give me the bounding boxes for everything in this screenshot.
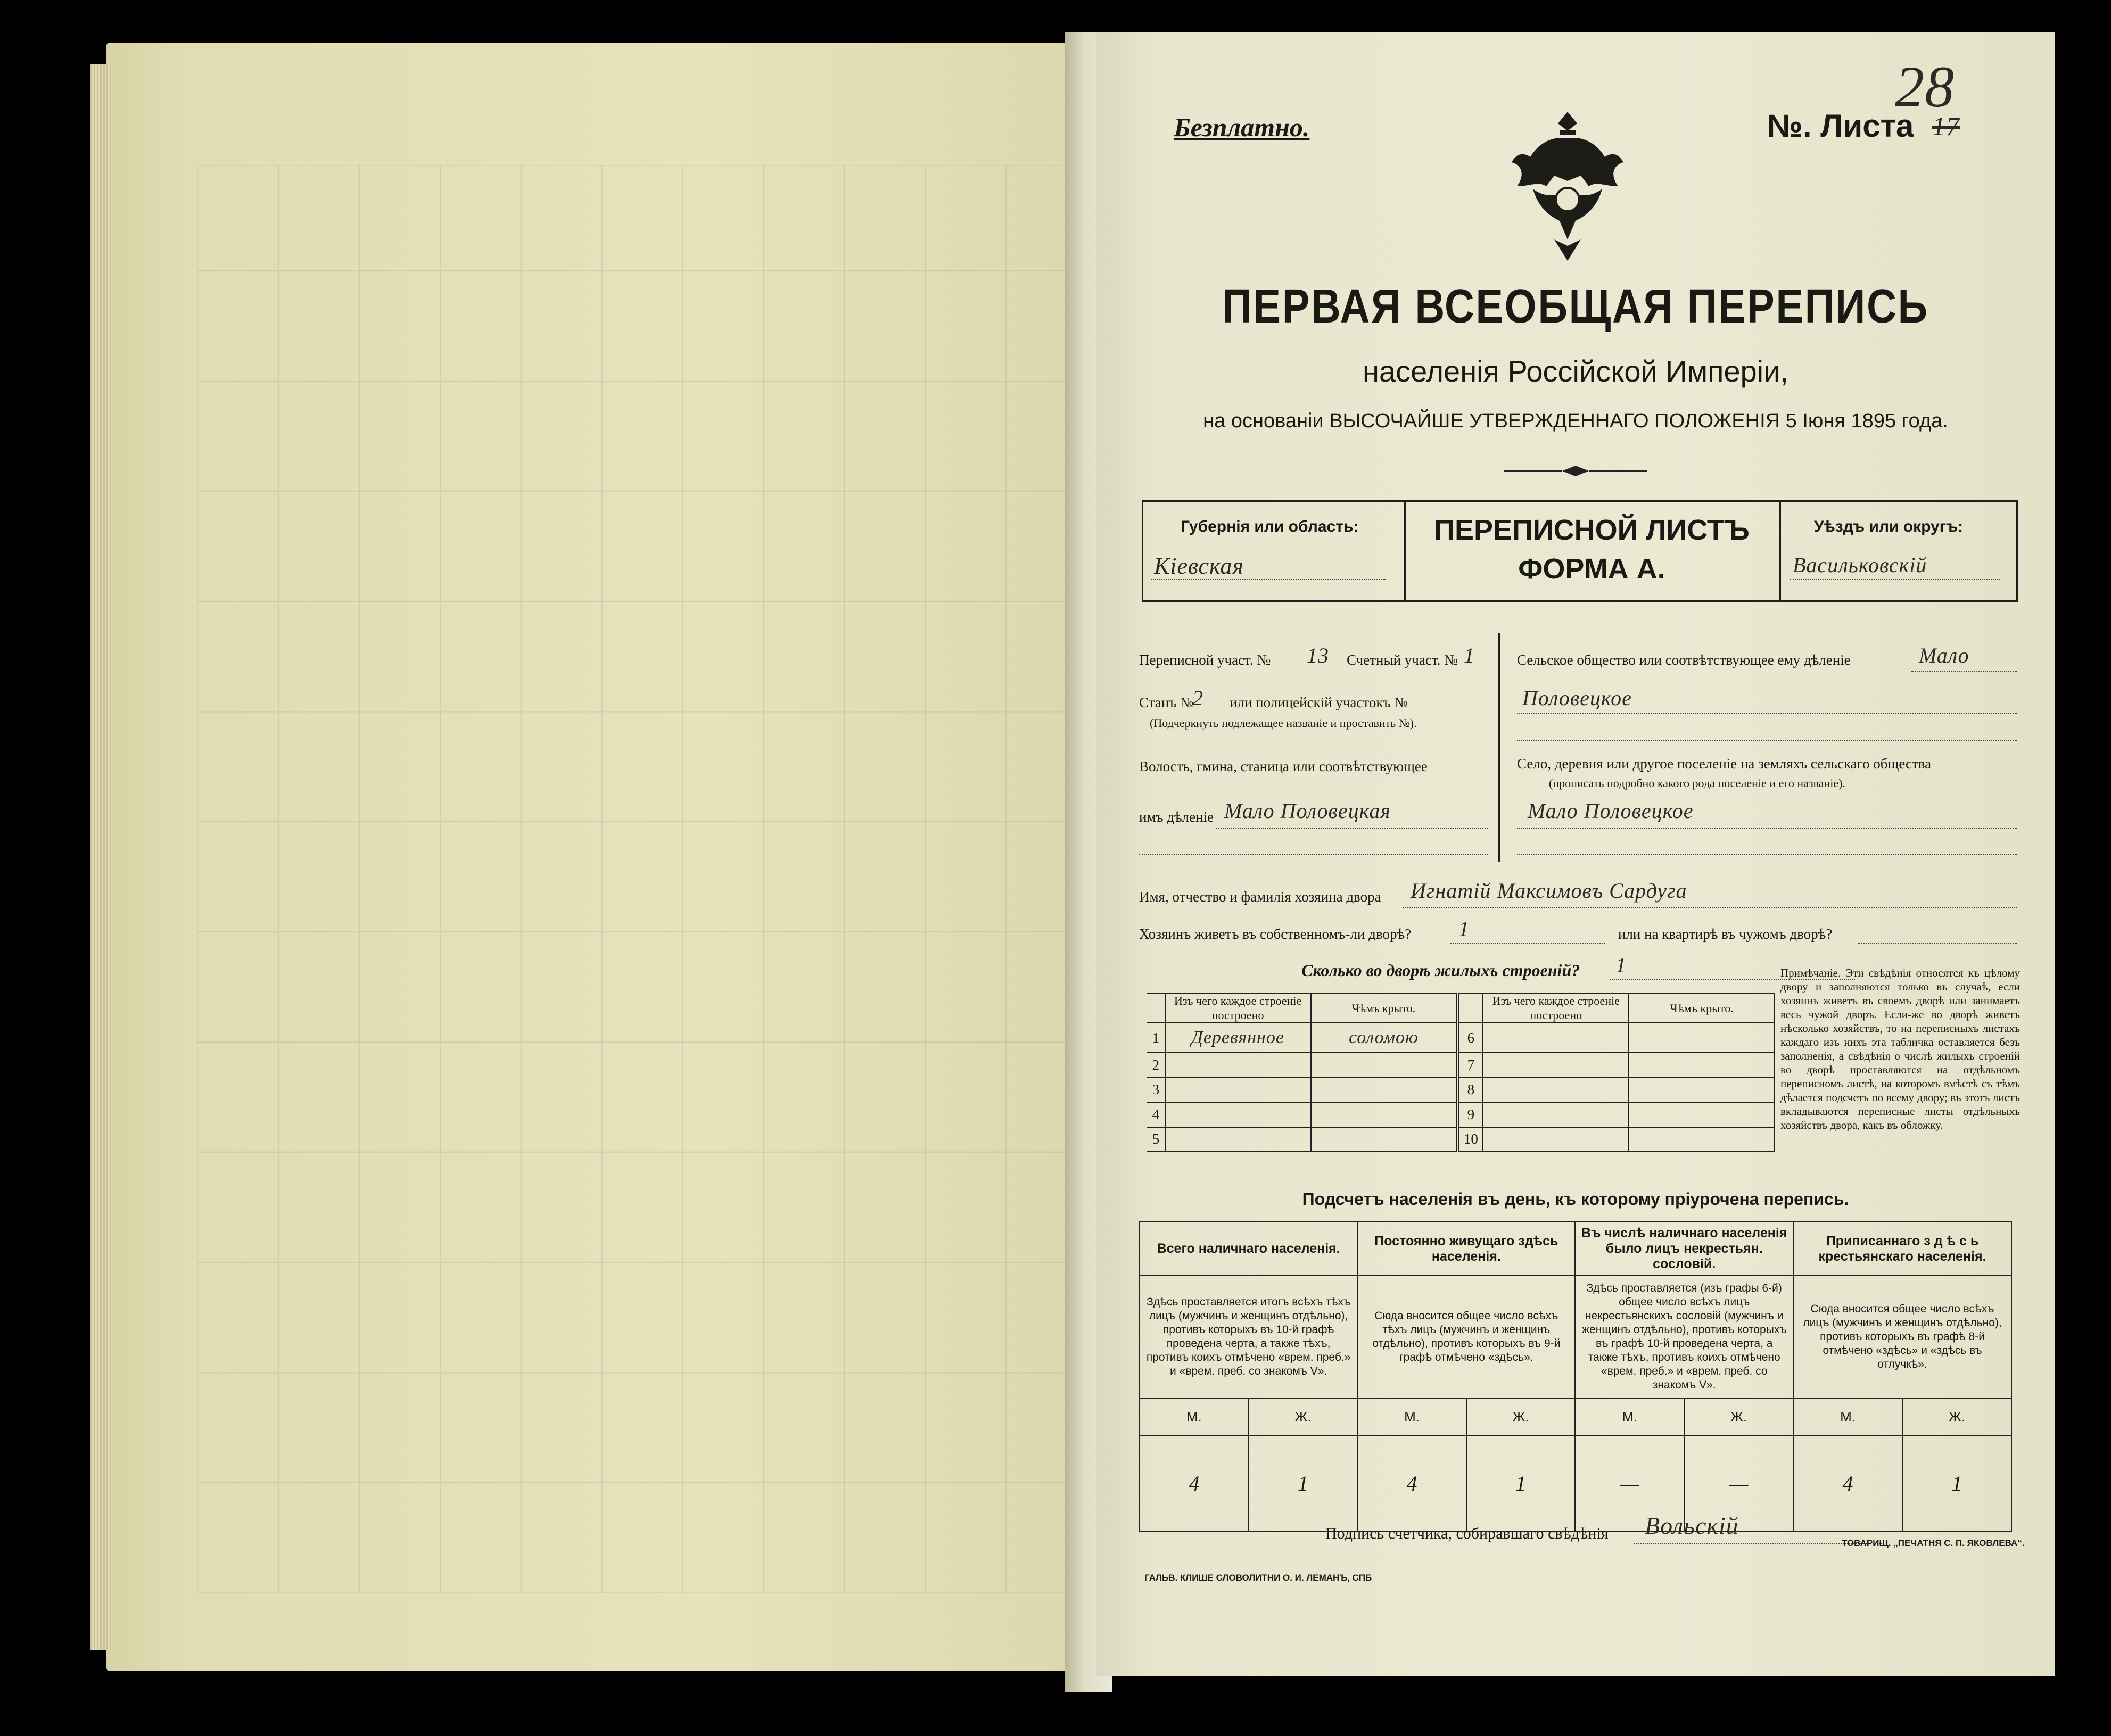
footer-printer-left: ГАЛЬВ. КЛИШЕ СЛОВОЛИТНИ О. И. ЛЕМАНЪ, СПБ xyxy=(1144,1573,1372,1583)
count-f-label: Ж. xyxy=(1249,1398,1358,1435)
census-basis-line: на основаніи ВЫСОЧАЙШЕ УТВЕРЖДЕННАГО ПОЛОЖЕНІЯ 5 Іюня 1895 года. xyxy=(1203,410,1948,432)
count-value: 1 xyxy=(1466,1435,1576,1531)
sheet-number-handwritten: 28 xyxy=(1895,54,1955,119)
bt-row-number: 4 xyxy=(1147,1102,1165,1127)
owner-name-line xyxy=(1403,907,2017,908)
bt-cell xyxy=(1483,1023,1629,1053)
stan-value: 2 xyxy=(1192,686,1203,710)
bt-cell xyxy=(1165,1053,1311,1077)
bt-row-number: 9 xyxy=(1458,1102,1483,1127)
count-col-title: Всего наличнаго населенія. xyxy=(1140,1222,1357,1276)
bt-row-number: 1 xyxy=(1147,1023,1165,1053)
bt-cell xyxy=(1165,1127,1311,1152)
footer-printer-right: ТОВАРИЩ. „ПЕЧАТНЯ С. П. ЯКОВЛЕВА“. xyxy=(1842,1538,2025,1548)
bt-cell xyxy=(1311,1053,1458,1077)
left-page xyxy=(106,43,1107,1671)
count-col-desc: Сюда вносится общее число всѣхъ лицъ (мужчинъ и женщинъ отдѣльно), противъ которыхъ въ графѣ 8-й отмѣчено «здѣсь» и «здѣсь въ отлучкѣ». xyxy=(1793,1276,2011,1398)
owner-own-label: Хозяинъ живетъ въ собственномъ-ли дворѣ? xyxy=(1139,926,1412,942)
uezd-line xyxy=(1790,579,2000,580)
buildings-value: 1 xyxy=(1615,953,1627,977)
count-f-label: Ж. xyxy=(1466,1398,1576,1435)
bt-cell xyxy=(1311,1078,1458,1102)
volost-line-2 xyxy=(1139,854,1488,855)
count-col-title: Въ числѣ наличнаго населенія было лицъ некрестьян. сословій. xyxy=(1575,1222,1793,1276)
village-line-2 xyxy=(1517,854,2017,855)
bt-cell xyxy=(1629,1102,1775,1127)
buildings-note: Примѣчаніе. Эти свѣдѣнія относятся къ цѣлому двору и заполняются только въ случаѣ, если хозяинъ живетъ въ своемъ дворѣ или занимаетъ весь чужой дворъ. Если-же во дворѣ живетъ нѣсколько хозяйствъ, то на переписныхъ листахъ каждаго изъ нихъ эта табличка оставляется безъ заполненія, а свѣдѣнія о числѣ жилыхъ строеній во дворѣ проставляются на отдѣльномъ переписномъ листѣ, на которомъ вмѣстѣ съ тѣмъ дѣлается подсчетъ по всему двору; въ этотъ листъ вкладываются переписные листы отдѣльныхъ хозяйствъ двора, какъ въ обложку. xyxy=(1780,966,2020,1131)
bt-cell xyxy=(1311,1102,1458,1127)
count-heading: Подсчетъ населенія въ день, къ которому пріурочена перепись. xyxy=(1302,1189,1849,1209)
count-value: — xyxy=(1684,1435,1793,1531)
police-label: или полицейскій участокъ № xyxy=(1230,695,1408,710)
ornament-divider xyxy=(1504,463,1647,479)
fields-divider xyxy=(1498,633,1500,862)
bt-row-number: 7 xyxy=(1458,1053,1483,1077)
bt-row-number: 2 xyxy=(1147,1053,1165,1077)
village-note: (прописать подробно какого рода поселеніе и его названіе). xyxy=(1549,776,1845,790)
bt-row1-roof: соломою xyxy=(1311,1023,1458,1053)
buildings-table xyxy=(1147,993,1775,1152)
guberniya-line xyxy=(1151,579,1386,580)
bt-row1-material: Деревянное xyxy=(1165,1023,1311,1053)
bt-material-header-right: Изъ чего каждое строеніе построено xyxy=(1483,993,1629,1023)
count-col-desc: Сюда вносится общее число всѣхъ тѣхъ лицъ (мужчинъ и женщинъ отдѣльно), противъ которыхъ въ 9-й графѣ отмѣчено «здѣсь». xyxy=(1357,1276,1575,1398)
census-subtitle: населенія Россійской Имперіи, xyxy=(1363,354,1788,388)
bt-cell xyxy=(1483,1078,1629,1102)
count-m-label: М. xyxy=(1575,1398,1684,1435)
count-value: 4 xyxy=(1793,1435,1902,1531)
signature-label: Подпись счетчика, собиравшаго свѣдѣнія xyxy=(1325,1525,1609,1542)
count-value: 4 xyxy=(1357,1435,1466,1531)
schet-uch-value: 1 xyxy=(1464,643,1475,667)
count-value: 1 xyxy=(1249,1435,1358,1531)
underline-note: (Подчеркнуть подлежащее названіе и проставить №). xyxy=(1150,716,1417,730)
volost-line xyxy=(1216,828,1488,829)
form-title: ПЕРЕПИСНОЙ ЛИСТЪ xyxy=(1434,514,1750,546)
bt-cell xyxy=(1483,1127,1629,1152)
show-through-grid xyxy=(197,165,1077,1593)
bt-row-number: 6 xyxy=(1458,1023,1483,1053)
signature-value: Вольскій xyxy=(1645,1512,1739,1539)
buildings-label: Сколько во дворѣ жилыхъ строеній? xyxy=(1301,961,1580,980)
count-value: 4 xyxy=(1140,1435,1249,1531)
perepis-uch-value: 13 xyxy=(1307,643,1329,667)
form-name: ФОРМА А. xyxy=(1518,553,1665,585)
free-label: Безплатно. xyxy=(1174,112,1310,142)
guberniya-value: Кіевская xyxy=(1154,553,1244,579)
bt-cell xyxy=(1483,1102,1629,1127)
owner-rent-label: или на квартирѣ въ чужомъ дворѣ? xyxy=(1618,926,1833,942)
village-value: Мало Половецкое xyxy=(1528,799,1694,823)
stan-label: Станъ № xyxy=(1139,695,1194,710)
bt-corner-left xyxy=(1147,993,1165,1023)
bt-cell xyxy=(1165,1102,1311,1127)
bt-material-header-left: Изъ чего каждое строеніе построено xyxy=(1165,993,1311,1023)
owner-own-line xyxy=(1450,943,1605,944)
bt-row-number: 5 xyxy=(1147,1127,1165,1152)
society-value-2: Половецкое xyxy=(1522,686,1632,710)
volost-label: Волость, гмина, станица или соотвѣтствующее xyxy=(1139,758,1428,774)
count-value: 1 xyxy=(1902,1435,2011,1531)
society-line-1 xyxy=(1911,671,2017,672)
bt-roof-header-left: Чѣмъ крыто. xyxy=(1311,993,1458,1023)
bt-roof-header-right: Чѣмъ крыто. xyxy=(1629,993,1775,1023)
count-col-desc: Здѣсь проставляется (изъ графы 6-й) общее число всѣхъ лицъ некрестьянскихъ сословій (мужчинъ и женщинъ отдѣльно), противъ которыхъ въ графѣ 10-й проведена черта, а также тѣхъ, противъ коихъ отмѣчено «врем. преб.» и «врем. преб. со знакомъ V». xyxy=(1575,1276,1793,1398)
uezd-label: Уѣздъ или округъ: xyxy=(1814,518,1964,535)
bt-cell xyxy=(1483,1053,1629,1077)
bt-row-number: 8 xyxy=(1458,1078,1483,1102)
bt-cell xyxy=(1629,1023,1775,1053)
village-label: Село, деревня или другое поселеніе на земляхъ сельскаго общества xyxy=(1517,756,1932,772)
bt-row-number: 3 xyxy=(1147,1078,1165,1102)
owner-rent-line xyxy=(1858,943,2017,944)
sheet-struck-number: 17 xyxy=(1932,111,1960,141)
uezd-value: Васильковскій xyxy=(1793,553,1927,577)
bt-cell xyxy=(1165,1078,1311,1102)
bt-cell xyxy=(1629,1127,1775,1152)
society-line-2 xyxy=(1517,713,2017,714)
census-title: ПЕРВАЯ ВСЕОБЩАЯ ПЕРЕПИСЬ xyxy=(1222,280,1929,333)
form-header-box xyxy=(1142,500,2018,602)
box-divider-right xyxy=(1779,502,1781,600)
bt-cell xyxy=(1629,1078,1775,1102)
count-col-desc: Здѣсь проставляется итогъ всѣхъ тѣхъ лицъ (мужчинъ и женщинъ отдѣльно), противъ которыхъ въ 10-й графѣ проведена черта, а также тѣхъ, противъ коихъ отмѣчено «врем. преб.» и «врем. преб. со знакомъ V». xyxy=(1140,1276,1357,1398)
double-headed-eagle-emblem xyxy=(1501,106,1634,266)
owner-name-label: Имя, отчество и фамилія хозяина двора xyxy=(1139,889,1381,905)
census-form-page xyxy=(1096,32,2055,1676)
count-m-label: М. xyxy=(1793,1398,1902,1435)
perepis-uch-label: Переписной участ. № xyxy=(1139,652,1271,668)
guberniya-label: Губернія или область: xyxy=(1181,518,1359,535)
sheet-label: №. Листа xyxy=(1767,108,1914,144)
volost-value: Мало Половецкая xyxy=(1224,799,1391,823)
bt-corner-right xyxy=(1458,993,1483,1023)
population-count-table xyxy=(1139,1221,2012,1532)
count-col-title: Постоянно живущаго здѣсь населенія. xyxy=(1357,1222,1575,1276)
count-m-label: М. xyxy=(1140,1398,1249,1435)
society-label: Сельское общество или соотвѣтствующее ему дѣленіе xyxy=(1517,652,1851,668)
bt-row-number: 10 xyxy=(1458,1127,1483,1152)
schet-uch-label: Счетный участ. № xyxy=(1347,652,1458,668)
count-value: — xyxy=(1575,1435,1684,1531)
owner-name-value: Игнатій Максимовъ Сардуга xyxy=(1411,879,1687,903)
count-m-label: М. xyxy=(1357,1398,1466,1435)
society-line-3 xyxy=(1517,740,2017,741)
volost-label-2: имъ дѣленіе xyxy=(1139,809,1214,825)
count-f-label: Ж. xyxy=(1684,1398,1793,1435)
count-f-label: Ж. xyxy=(1902,1398,2011,1435)
count-col-title: Приписаннаго з д ѣ с ь крестьянскаго населенія. xyxy=(1793,1222,2011,1276)
page-edges xyxy=(90,64,112,1650)
bt-cell xyxy=(1629,1053,1775,1077)
society-value-1: Мало xyxy=(1919,643,1969,667)
village-line-1 xyxy=(1517,828,2017,829)
bt-cell xyxy=(1311,1127,1458,1152)
owner-own-value: 1 xyxy=(1458,917,1470,941)
